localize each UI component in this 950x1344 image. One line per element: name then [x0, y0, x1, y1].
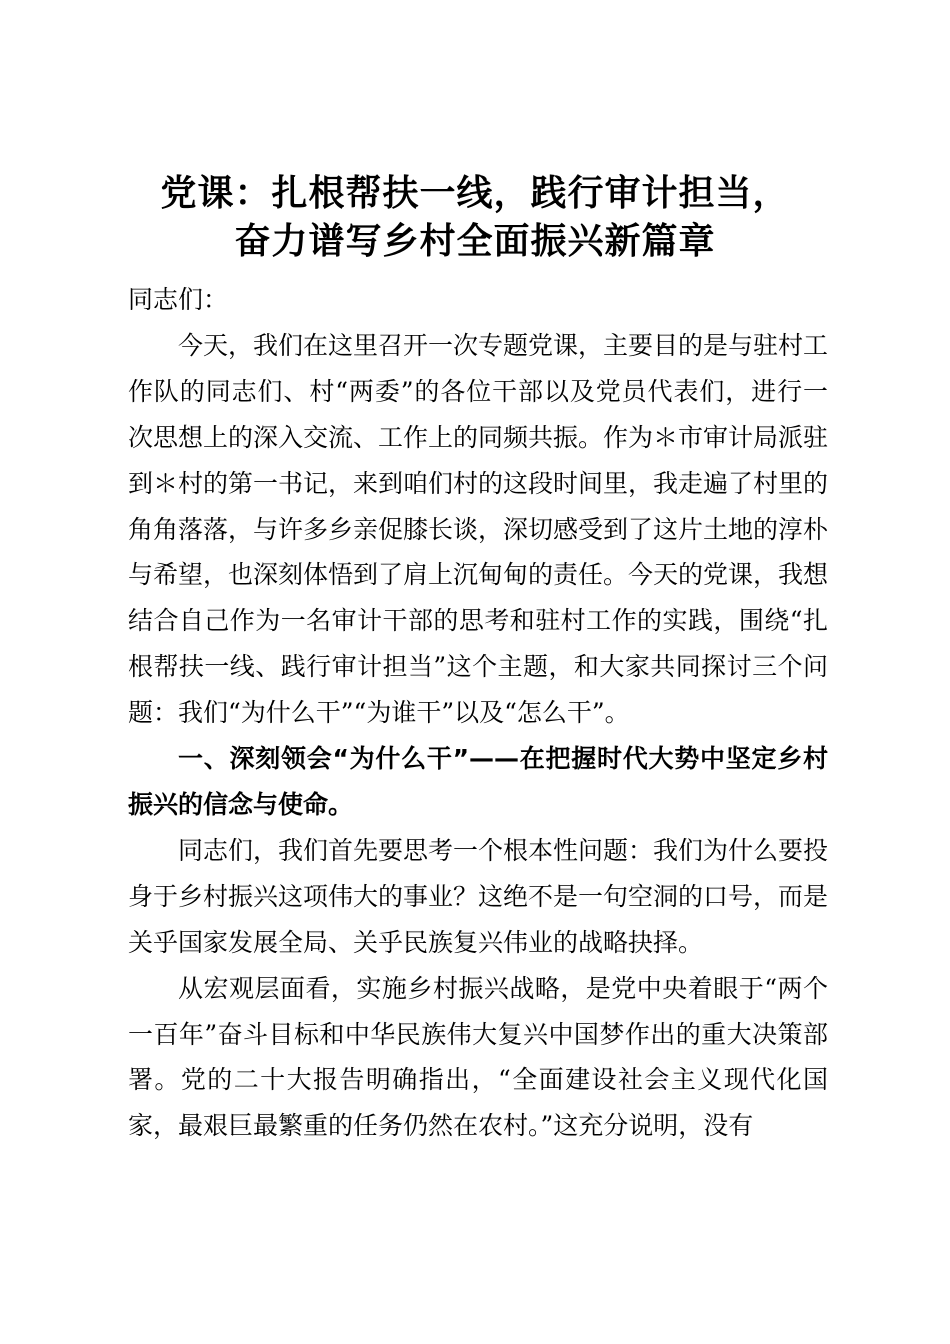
- document-body: [128, 277, 828, 1149]
- salutation: 同志们：: [128, 285, 229, 314]
- section-1-heading: 一、深刻领会“为什么干”——在把握时代大势中坚定乡村振兴的信念与使命。: [128, 744, 828, 819]
- document-title-line-1: 党课：扎根帮扶一线，践行审计担当，: [160, 173, 790, 214]
- intro-paragraph: 今天，我们在这里召开一次专题党课，主要目的是与驻村工作队的同志们、村“两委”的各位干部以及党员代表们，进行一次思想上的深入交流、工作上的同频共振。作为＊市审计局派驻到＊村的第一书记，来到咱们村的这段时间里，我走遍了村里的角角落落，与许多乡亲促膝长谈，深切感受到了这片土地的淳朴与希望，也深刻体悟到了肩上沉甸甸的责任。今天的党课，我想结合自己作为一名审计干部的思考和驻村工作的实践，围绕“扎根帮扶一线、践行审计担当”这个主题，和大家共同探讨三个问题：我们“为什么干”“为谁干”以及“怎么干”。: [128, 330, 829, 728]
- section-1-paragraph-2: 从宏观层面看，实施乡村振兴战略，是党中央着眼于“两个一百年”奋斗目标和中华民族伟大复兴中国梦作出的重大决策部署。党的二十大报告明确指出，“全面建设社会主义现代化国家，最艰巨最繁重的任务仍然在农村。”这充分说明，没有: [128, 973, 828, 1141]
- document-title-line-2: 奋力谱写乡村全面振兴新篇章: [234, 221, 716, 262]
- section-1-paragraph-1: 同志们，我们首先要思考一个根本性问题：我们为什么要投身于乡村振兴这项伟大的事业？这绝不是一句空洞的口号，而是关乎国家发展全局、关乎民族复兴伟业的战略抉择。: [128, 835, 829, 957]
